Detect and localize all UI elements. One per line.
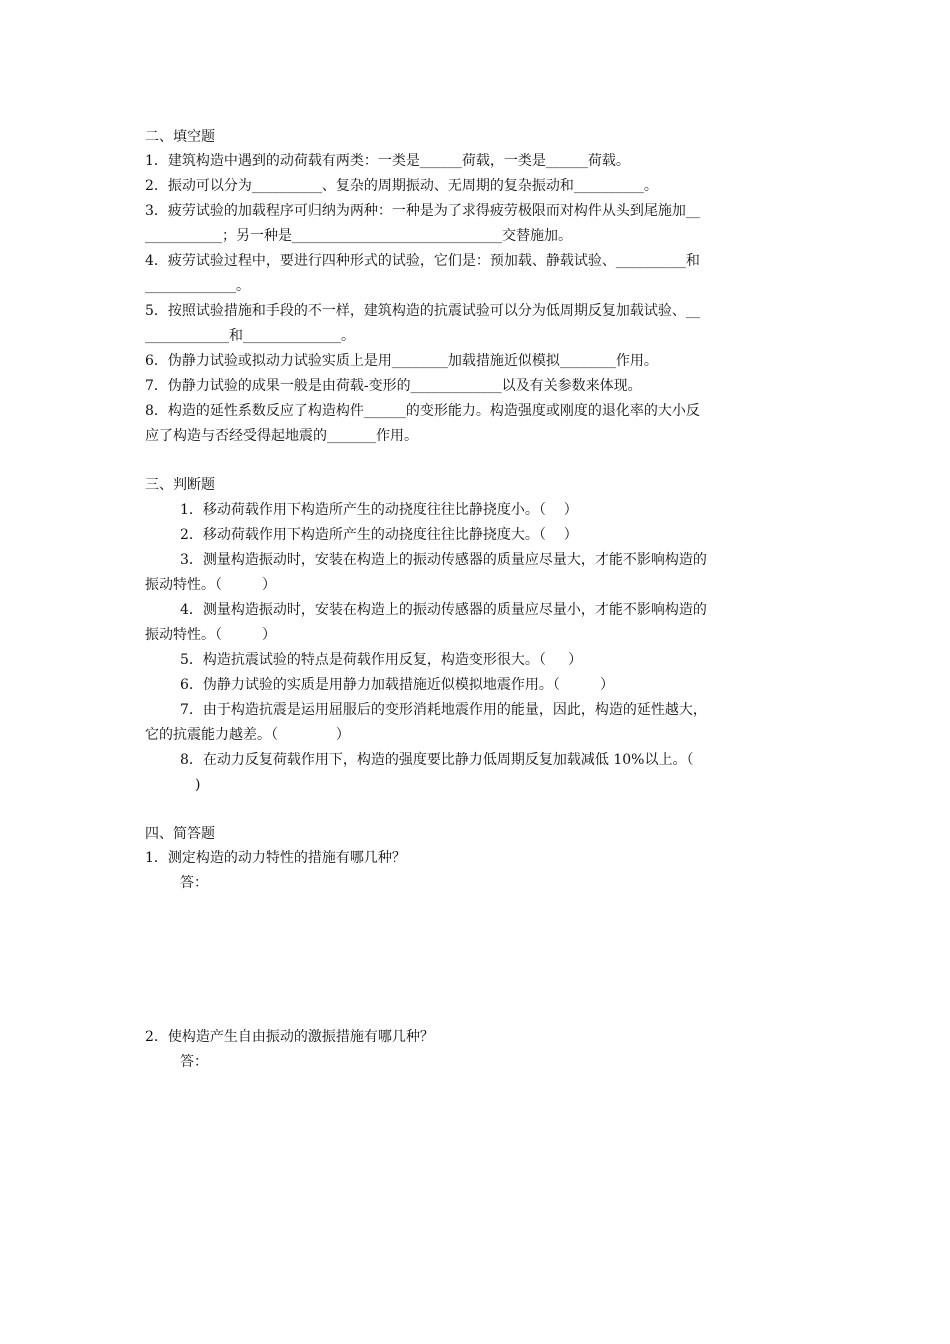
tf-q2: 2．移动荷载作用下构造所产生的动挠度往往比静挠度大。（ ）: [180, 527, 578, 543]
tf-q1: 1．移动荷载作用下构造所产生的动挠度往往比静挠度小。（ ）: [180, 502, 578, 518]
fill-q8-line2: 应了构造与否经受得起地震的_______作用。: [145, 428, 418, 444]
tf-q5: 5．构造抗震试验的特点是荷载作用反复，构造变形很大。（ ）: [180, 652, 583, 668]
fill-q4-line1: 4．疲劳试验过程中，要进行四种形式的试验，它们是：预加载、静载试验、__________和: [145, 253, 700, 269]
tf-q4-line1: 4．测量构造振动时，安装在构造上的振动传感器的质量应尽量小，才能不影响构造的: [180, 602, 707, 618]
fill-q2: 2．振动可以分为__________、复杂的周期振动、无周期的复杂振动和__________。: [145, 178, 658, 194]
tf-q7-line2: 它的抗震能力越差。（ ）: [145, 727, 350, 743]
short-a2-label: 答：: [180, 1054, 208, 1070]
tf-q4-line2: 振动特性。（ ）: [145, 627, 277, 643]
section-heading-short-answer: 四、简答题: [145, 826, 215, 842]
fill-q6: 6．伪静力试验或拟动力试验实质上是用________加载措施近似模拟________作用。: [145, 353, 658, 369]
fill-q8-line1: 8．构造的延性系数反应了构造构件______的变形能力。构造强度或刚度的退化率的大小反: [145, 403, 700, 419]
fill-q5-line1: 5．按照试验措施和手段的不一样，建筑构造的抗震试验可以分为低周期反复加载试验、__: [145, 303, 700, 319]
fill-q1: 1．建筑构造中遇到的动荷载有两类：一类是______荷载，一类是______荷载。: [145, 153, 630, 169]
short-q2: 2．使构造产生自由振动的激振措施有哪几种？: [145, 1029, 434, 1045]
short-a1-label: 答：: [180, 875, 208, 891]
fill-q7: 7．伪静力试验的成果一般是由荷载-变形的_____________以及有关参数来体现。: [145, 378, 642, 394]
section-heading-fill-blank: 二、填空题: [145, 129, 215, 145]
fill-q3-line1: 3．疲劳试验的加载程序可归纳为两种：一种是为了求得疲劳极限而对构件从头到尾施加__: [145, 203, 700, 219]
tf-q8-line2: ): [195, 777, 201, 793]
tf-q6: 6．伪静力试验的实质是用静力加载措施近似模拟地震作用。（ ）: [180, 677, 614, 693]
fill-q3-line2: ___________；另一种是______________________________交替施加。: [145, 228, 572, 244]
section-heading-true-false: 三、判断题: [145, 477, 215, 493]
tf-q8-line1: 8．在动力反复荷载作用下，构造的强度要比静力低周期反复加载减低 10%以上。（: [180, 752, 694, 768]
tf-q3-line1: 3．测量构造振动时，安装在构造上的振动传感器的质量应尽量大，才能不影响构造的: [180, 552, 707, 568]
tf-q7-line1: 7．由于构造抗震是运用屈服后的变形消耗地震作用的能量，因此，构造的延性越大，: [180, 702, 707, 718]
tf-q3-line2: 振动特性。（ ）: [145, 577, 277, 593]
short-q1: 1．测定构造的动力特性的措施有哪几种？: [145, 850, 406, 866]
fill-q4-line2: _____________。: [145, 278, 250, 294]
fill-q5-line2: ____________和______________。: [145, 328, 355, 344]
